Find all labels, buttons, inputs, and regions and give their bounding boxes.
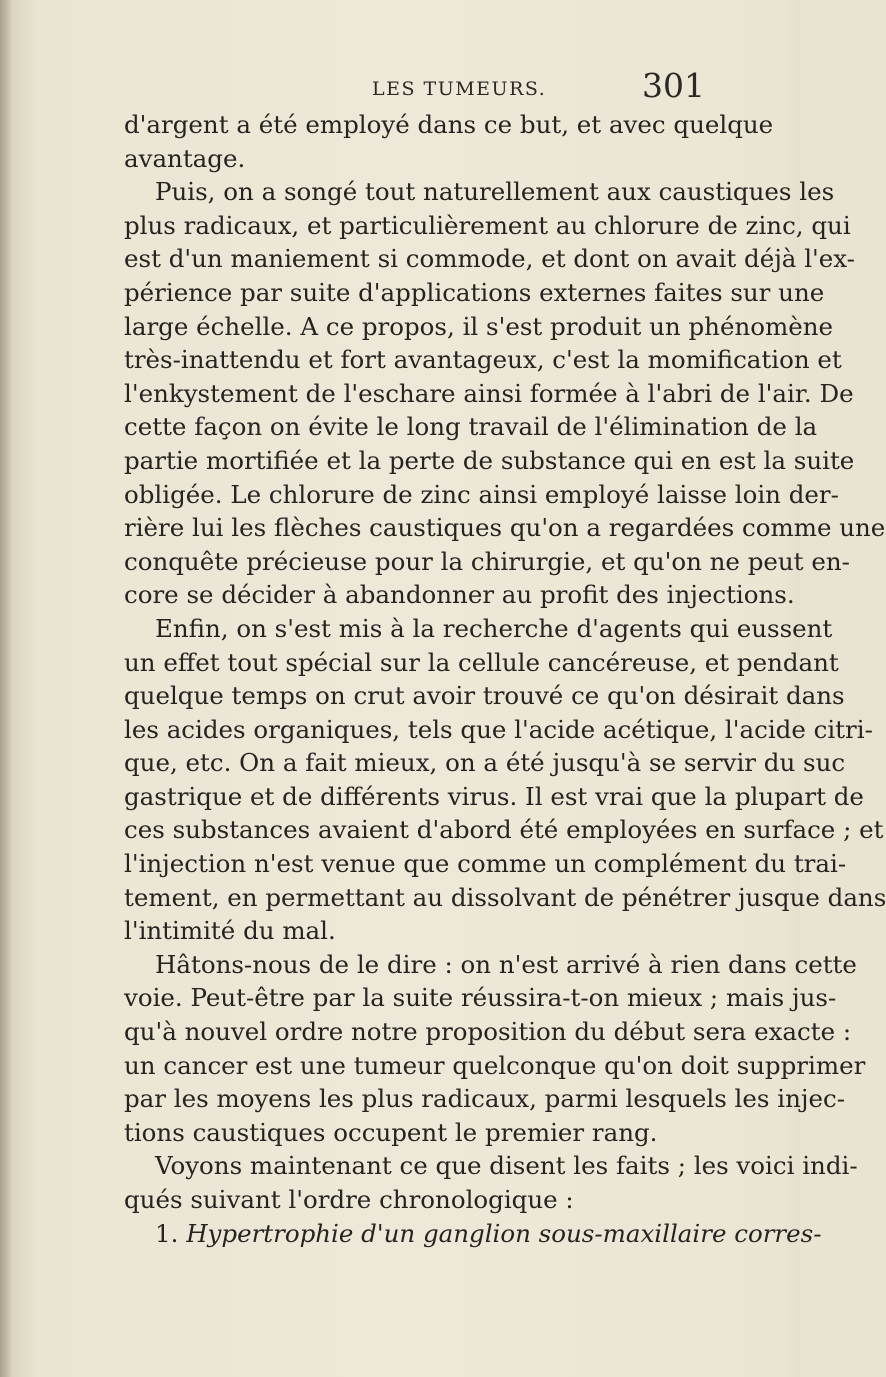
text-line: obligée. Le chlorure de zinc ainsi employé laisse loin der- bbox=[124, 479, 839, 509]
text-line: l'intimité du mal. bbox=[124, 916, 336, 946]
text-line: qués suivant l'ordre chronologique : bbox=[124, 1185, 574, 1214]
text-line: Puis, on a songé tout naturellement aux caustiques les bbox=[155, 177, 835, 207]
text-line: ces substances avaient d'abord été employées en surface ; et bbox=[124, 815, 884, 845]
text-line: par les moyens les plus radicaux, parmi lesquels les injec- bbox=[124, 1084, 845, 1114]
text-line: qu'à nouvel ordre notre proposition du début sera exacte : bbox=[124, 1017, 852, 1047]
list-item-title: Hypertrophie d'un ganglion sous-maxillaire corres- bbox=[186, 1218, 822, 1248]
text-line: partie mortifiée et la perte de substance qui en est la suite bbox=[124, 445, 855, 475]
text-line: tions caustiques occupent le premier rang. bbox=[124, 1117, 658, 1147]
text-line: quelque temps on crut avoir trouvé ce qu'on désirait dans bbox=[124, 681, 845, 711]
text-line: plus radicaux, et particulièrement au chlorure de zinc, qui bbox=[124, 210, 851, 240]
text-line: les acides organiques, tels que l'acide acétique, l'acide citri- bbox=[124, 714, 873, 744]
text-line: avantage. bbox=[124, 143, 246, 173]
text-line: conquête précieuse pour la chirurgie, et qu'on ne peut en- bbox=[124, 546, 850, 576]
list-item-number: 1. bbox=[155, 1218, 179, 1248]
running-title: LES TUMEURS. bbox=[372, 78, 547, 100]
text-line: un cancer est une tumeur quelconque qu'on doit supprimer bbox=[124, 1050, 866, 1080]
text-line: large échelle. A ce propos, il s'est produit un phénomène bbox=[124, 311, 833, 341]
text-line: d'argent a été employé dans ce but, et avec quelque bbox=[124, 110, 774, 139]
running-head bbox=[0, 58, 800, 105]
page-number: 301 bbox=[642, 66, 705, 105]
text-line: Hâtons-nous de le dire : on n'est arrivé à rien dans cette bbox=[155, 949, 857, 979]
text-line: rière lui les flèches caustiques qu'on a regardées comme une bbox=[124, 513, 886, 543]
text-line: voie. Peut-être par la suite réussira-t-on mieux ; mais jus- bbox=[124, 983, 837, 1013]
text-line: que, etc. On a fait mieux, on a été jusqu'à se servir du suc bbox=[124, 748, 846, 778]
text-line: l'enkystement de l'eschare ainsi formée à l'abri de l'air. De bbox=[124, 378, 854, 408]
text-line: gastrique et de différents virus. Il est vrai que la plupart de bbox=[124, 781, 864, 811]
binding-gutter-shadow bbox=[0, 0, 12, 1377]
text-line: un effet tout spécial sur la cellule cancéreuse, et pendant bbox=[124, 647, 839, 677]
text-line: périence par suite d'applications externes faites sur une bbox=[124, 277, 825, 307]
body-text bbox=[124, 108, 886, 1250]
text-line: Enfin, on s'est mis à la recherche d'agents qui eussent bbox=[155, 613, 833, 643]
text-line: cette façon on évite le long travail de l'élimination de la bbox=[124, 412, 818, 442]
list-item-heading bbox=[124, 1217, 822, 1251]
text-line: core se décider à abandonner au profit des injections. bbox=[124, 580, 795, 610]
text-line: est d'un maniement si commode, et dont on avait déjà l'ex- bbox=[124, 244, 855, 274]
text-line: l'injection n'est venue que comme un complément du trai- bbox=[124, 849, 847, 879]
text-line: tement, en permettant au dissolvant de pénétrer jusque dans bbox=[124, 882, 886, 912]
text-line: très-inattendu et fort avantageux, c'est la momification et bbox=[124, 345, 842, 375]
text-line: Voyons maintenant ce que disent les faits ; les voici indi- bbox=[155, 1151, 858, 1181]
